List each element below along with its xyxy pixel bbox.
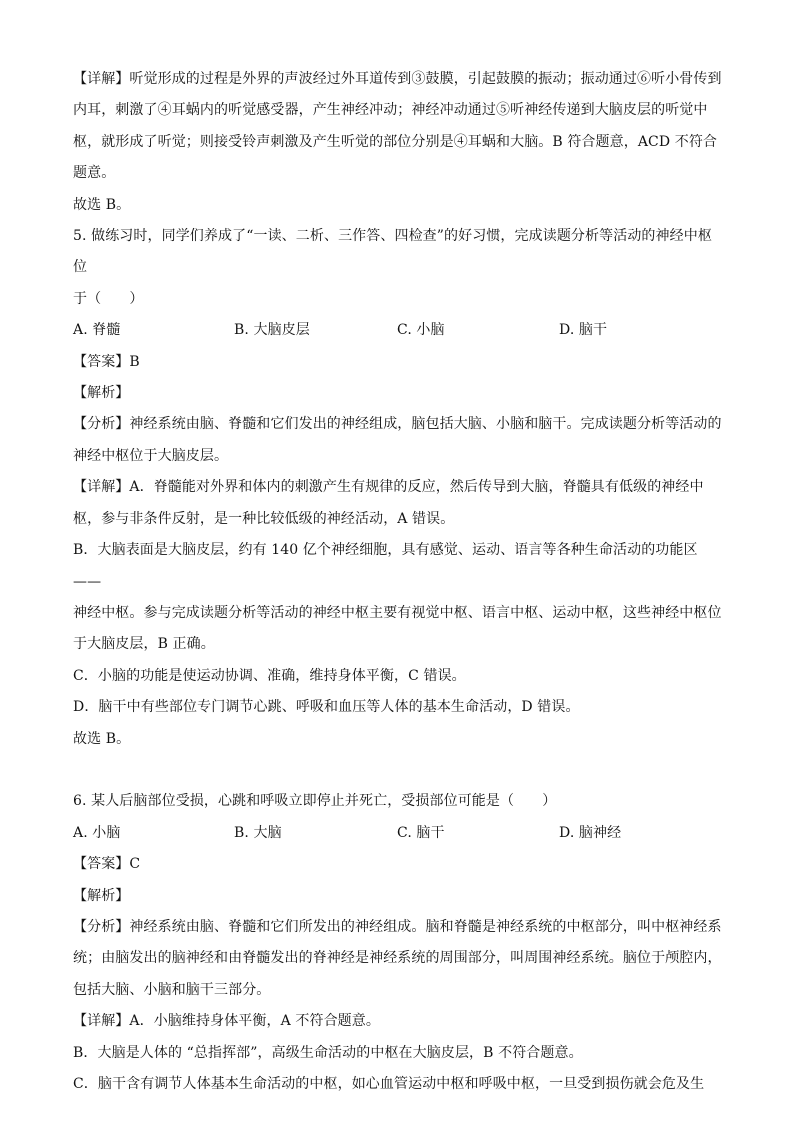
- option-a: A. 小脑: [73, 824, 121, 841]
- detail-line: 于大脑皮层，B 正确。: [73, 636, 215, 653]
- option-d: D. 脑神经: [559, 824, 622, 841]
- detail-line: 神经中枢。参与完成读题分析等活动的神经中枢主要有视觉中枢、语言中枢、运动中枢，这些神经中枢位: [73, 604, 722, 621]
- question-stem: 6. 某人后脑部位受损，心跳和呼吸立即停止并死亡，受损部位可能是（ ）: [73, 793, 557, 810]
- analysis-line: 【分析】神经系统由脑、脊髓和它们发出的神经组成，脑包括大脑、小脑和脑干。完成读题分析等活动的: [73, 416, 722, 433]
- option-a: A. 脊髓: [73, 322, 121, 339]
- analysis-title: 【解析】: [73, 385, 130, 402]
- conclusion-line: 故选 B。: [73, 196, 131, 213]
- answer-line: 【答案】B: [73, 353, 140, 370]
- analysis-line: 包括大脑、小脑和脑干三部分。: [73, 981, 271, 998]
- analysis-line: 神经中枢位于大脑皮层。: [73, 447, 229, 464]
- detail-line: 【详解】A．小脑维持身体平衡，A 不符合题意。: [73, 1013, 380, 1030]
- detail-line: 【详解】A．脊髓能对外界和体内的刺激产生有规律的反应，然后传导到大脑，脊髓具有低级的神经中: [73, 479, 704, 496]
- analysis-title: 【解析】: [73, 887, 130, 904]
- option-b: B. 大脑: [234, 824, 282, 841]
- detail-line: B．大脑表面是大脑皮层，约有 140 亿个神经细胞，具有感觉、运动、语言等各种生命活动的功能区——: [73, 542, 698, 590]
- detail-line: 枢，就形成了听觉；则接受铃声刺激及产生听觉的部位分别是④耳蜗和大脑。B 符合题意，ACD 不符合: [73, 133, 718, 150]
- options-row: [73, 818, 723, 849]
- prev-question-detail: [73, 64, 723, 221]
- analysis-line: 【分析】神经系统由脑、脊髓和它们所发出的神经组成。脑和脊髓是神经系统的中枢部分，叫中枢神经系: [73, 918, 722, 935]
- question-stem: 5. 做练习时，同学们养成了“一读、二析、三作答、四检查”的好习惯，完成读题分析等活动的神经中枢位: [73, 228, 712, 276]
- detail-line: D．脑干中有些部位专门调节心跳、呼吸和血压等人体的基本生命活动，D 错误。: [73, 699, 580, 716]
- option-b: B. 大脑皮层: [234, 322, 310, 339]
- detail-line: B．大脑是人体的 “总指挥部”，高级生命活动的中枢在大脑皮层，B 不符合题意。: [73, 1044, 583, 1061]
- detail-line: C．脑干含有调节人体基本生命活动的中枢，如心血管运动中枢和呼吸中枢，一旦受到损伤就会危及生: [73, 1075, 705, 1092]
- detail-line: 内耳，刺激了④耳蜗内的听觉感受器，产生神经冲动；神经冲动通过⑤听神经传递到大脑皮层的听觉中: [73, 102, 708, 119]
- document-content: [73, 64, 723, 1100]
- question-6: [73, 786, 723, 1100]
- detail-line: 题意。: [73, 165, 116, 182]
- detail-line: C．小脑的功能是使运动协调、准确，维持身体平衡，C 错误。: [73, 667, 466, 684]
- options-row: [73, 315, 723, 346]
- detail-line: 枢，参与非条件反射，是一种比较低级的神经活动，A 错误。: [73, 510, 455, 527]
- detail-line: 【详解】听觉形成的过程是外界的声波经过外耳道传到③鼓膜，引起鼓膜的振动；振动通过⑥听小骨传到: [73, 71, 722, 87]
- option-c: C. 脑干: [397, 824, 445, 841]
- blank-spacer: [73, 755, 723, 786]
- answer-line: 【答案】C: [73, 856, 141, 873]
- question-5: [73, 221, 723, 755]
- question-stem: 于（ ）: [73, 290, 144, 307]
- option-d: D. 脑干: [559, 322, 608, 339]
- analysis-line: 统；由脑发出的脑神经和由脊髓发出的脊神经是神经系统的周围部分，叫周围神经系统。脑位于颅腔内，: [73, 950, 722, 967]
- option-c: C. 小脑: [397, 322, 445, 339]
- conclusion-line: 故选 B。: [73, 730, 131, 747]
